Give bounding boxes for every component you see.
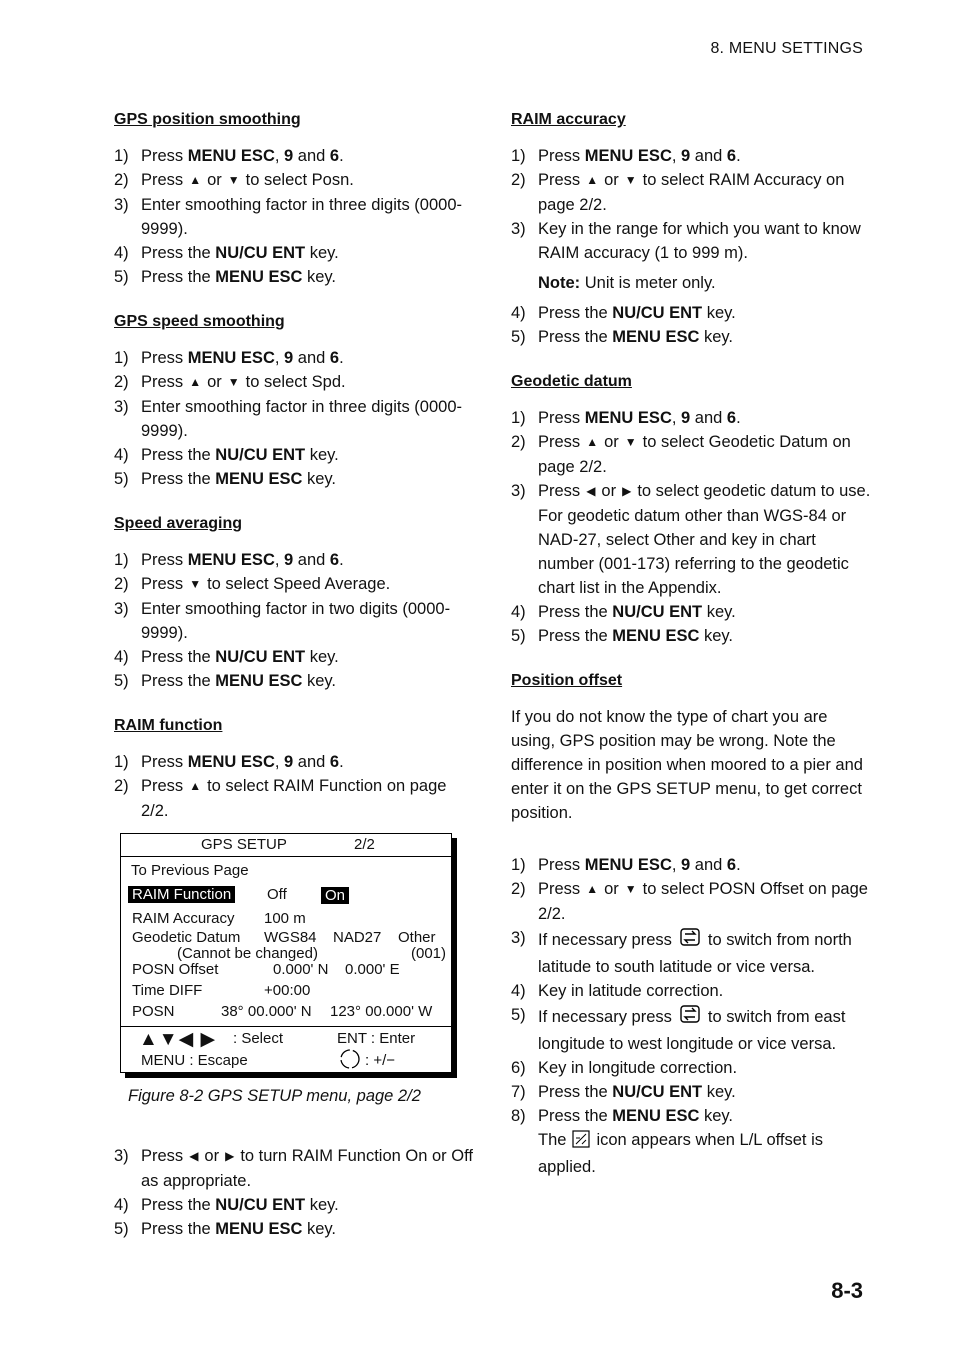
left-arrow-icon: ◀ (586, 484, 596, 498)
section-title: Position offset (511, 672, 623, 689)
step: 3) Enter smoothing factor in three digits (0000-9999). (114, 196, 463, 238)
step: 2) Press ▲ or ▼ to select Spd. (114, 370, 474, 395)
ll-offset-icon (572, 1130, 590, 1155)
posn-offset-lon: 0.000' E (345, 961, 400, 978)
step: 1) Press MENU ESC, 9 and 6. (511, 147, 741, 165)
step: 2) Press ▲ or ▼ to select Geodetic Datum on page 2/2. (511, 430, 871, 479)
section-title: Speed averaging (114, 515, 243, 532)
step: 1) Press MENU ESC, 9 and 6. (511, 856, 741, 874)
step: 1) Press MENU ESC, 9 and 6. (511, 409, 741, 427)
step: 4) Press the NU/CU ENT key. (114, 1196, 339, 1214)
time-diff-value: +00:00 (264, 982, 311, 999)
step: 3) Enter smoothing factor in two digits (0000-9999). (114, 600, 451, 642)
gps-setup-screen (120, 833, 452, 1073)
step: 5) Press the MENU ESC key. (114, 268, 337, 286)
right-arrow-icon: ▶ (225, 1149, 235, 1163)
figure-caption: Figure 8-2 GPS SETUP menu, page 2/2 (128, 1087, 421, 1105)
step: 5) If necessary press to switch from east longitude to west longitude or vice versa. (511, 1003, 871, 1056)
up-arrow-icon: ▲ (189, 375, 202, 389)
step: 3) Press ◀ or ▶ to turn RAIM Function On or Off as appropriate. (114, 1144, 474, 1193)
page-number: 8-3 (831, 1278, 863, 1303)
option-on[interactable]: On (321, 887, 349, 904)
option-other[interactable]: Other (398, 929, 436, 946)
section-title: GPS position smoothing (114, 111, 301, 128)
step: 5) Press the MENU ESC key. (114, 672, 337, 690)
step: 6) Key in longitude correction. (511, 1059, 738, 1077)
step: 1) Press MENU ESC, 9 and 6. (114, 147, 344, 165)
arrow-keys-icon: ▲▼◀ ▶ (139, 1029, 217, 1050)
cannot-change-note: (Cannot be changed) (177, 945, 318, 962)
step: 1) Press MENU ESC, 9 and 6. (114, 551, 344, 569)
option-wgs84[interactable]: WGS84 (264, 929, 317, 946)
section-title: RAIM function (114, 717, 223, 734)
step: 5) Press the MENU ESC key. (511, 328, 734, 346)
step: 4) Press the NU/CU ENT key. (114, 446, 339, 464)
section-geodetic-datum (511, 372, 871, 648)
posn-lat: 38° 00.000' N (221, 1003, 312, 1020)
switch-key-icon (678, 1003, 702, 1032)
screen-page: 2/2 (354, 836, 375, 853)
menu-geodetic-datum[interactable]: Geodetic Datum (132, 929, 241, 946)
posn-lon: 123° 00.000' W (330, 1003, 433, 1020)
section-raim-function (114, 716, 474, 1241)
step: 2) Press ▲ or ▼ to select POSN Offset on page 2/2. (511, 877, 871, 926)
step: 2) Press ▲ or ▼ to select RAIM Accuracy on page 2/2. (511, 168, 871, 217)
left-column (114, 110, 474, 1241)
step: 3) Key in the range for which you want to know RAIM accuracy (1 to 999 m). (511, 220, 861, 262)
raim-accuracy-value: 100 m (264, 910, 306, 927)
step: 4) Key in latitude correction. (511, 982, 724, 1000)
right-arrow-icon: ▶ (622, 484, 632, 498)
left-arrow-icon: ◀ (189, 1149, 199, 1163)
chart-number: (001) (411, 945, 447, 962)
menu-raim-function[interactable]: RAIM Function (128, 886, 235, 903)
menu-posn-offset[interactable]: POSN Offset (132, 961, 219, 978)
step: 2) Press ▼ to select Speed Average. (114, 572, 474, 597)
down-arrow-icon: ▼ (227, 173, 240, 187)
menu-to-previous-page[interactable]: To Previous Page (131, 862, 249, 879)
up-arrow-icon: ▲ (189, 173, 202, 187)
step: 5) Press the MENU ESC key. (511, 627, 734, 645)
running-head: 8. MENU SETTINGS (710, 40, 863, 57)
step: 7) Press the NU/CU ENT key. (511, 1083, 736, 1101)
section-title: RAIM accuracy (511, 111, 626, 128)
switch-key-icon (678, 926, 702, 955)
step: 2) Press ▲ to select RAIM Function on page 2/2. (114, 774, 474, 823)
section-position-offset (511, 671, 871, 1179)
select-help: : Select (233, 1030, 284, 1047)
step: 4) Press the NU/CU ENT key. (114, 648, 339, 666)
up-arrow-icon: ▲ (586, 882, 599, 896)
down-arrow-icon: ▼ (227, 375, 240, 389)
down-arrow-icon: ▼ (624, 435, 637, 449)
enter-help: ENT : Enter (337, 1030, 416, 1047)
intro-paragraph: If you do not know the type of chart you are using, GPS position may be wrong. Note the difference in position when moored to a pier and enter it on the GPS SETUP menu, to get correct position. (511, 708, 863, 822)
up-arrow-icon: ▲ (189, 779, 202, 793)
note: Note: Unit is meter only. (538, 274, 716, 292)
plus-minus-key-icon (339, 1048, 361, 1074)
step: 4) Press the NU/CU ENT key. (511, 304, 736, 322)
section-title: Geodetic datum (511, 373, 632, 390)
down-arrow-icon: ▼ (189, 577, 202, 591)
escape-help: MENU : Escape (141, 1052, 248, 1069)
down-arrow-icon: ▼ (624, 173, 637, 187)
step: 5) Press the MENU ESC key. (114, 470, 337, 488)
down-arrow-icon: ▼ (624, 882, 637, 896)
menu-posn: POSN (132, 1003, 175, 1020)
section-raim-accuracy (511, 110, 871, 349)
up-arrow-icon: ▲ (586, 173, 599, 187)
posn-offset-lat: 0.000' N (273, 961, 329, 978)
step: 1) Press MENU ESC, 9 and 6. (114, 349, 344, 367)
step: 5) Press the MENU ESC key. (114, 1220, 337, 1238)
step: 4) Press the NU/CU ENT key. (114, 244, 339, 262)
step: 4) Press the NU/CU ENT key. (511, 603, 736, 621)
step: 3) Enter smoothing factor in three digits (0000-9999). (114, 398, 463, 440)
option-nad27[interactable]: NAD27 (333, 929, 382, 946)
menu-time-diff[interactable]: Time DIFF (132, 982, 203, 999)
menu-raim-accuracy[interactable]: RAIM Accuracy (132, 910, 235, 927)
right-column (511, 110, 871, 1202)
step: 1) Press MENU ESC, 9 and 6. (114, 753, 344, 771)
option-off[interactable]: Off (267, 886, 287, 903)
plus-minus-help: : +/− (365, 1052, 396, 1069)
screen-title: GPS SETUP (201, 836, 287, 853)
step: 3) Press ◀ or ▶ to select geodetic datum to use. For geodetic datum other than WGS-84 or NAD-27, select Other and key in chart number (001-173) referring to the geodetic chart list in the Appendix. (511, 479, 871, 600)
section-gps-speed-smoothing (114, 312, 474, 491)
step: 2) Press ▲ or ▼ to select Posn. (114, 168, 474, 193)
step: 8) Press the MENU ESC key. The icon appears when L/L offset is applied. (511, 1107, 823, 1176)
section-title: GPS speed smoothing (114, 313, 285, 330)
up-arrow-icon: ▲ (586, 435, 599, 449)
section-gps-position-smoothing (114, 110, 474, 289)
section-speed-averaging (114, 514, 474, 693)
step: 3) If necessary press to switch from north latitude to south latitude or vice versa. (511, 926, 871, 979)
